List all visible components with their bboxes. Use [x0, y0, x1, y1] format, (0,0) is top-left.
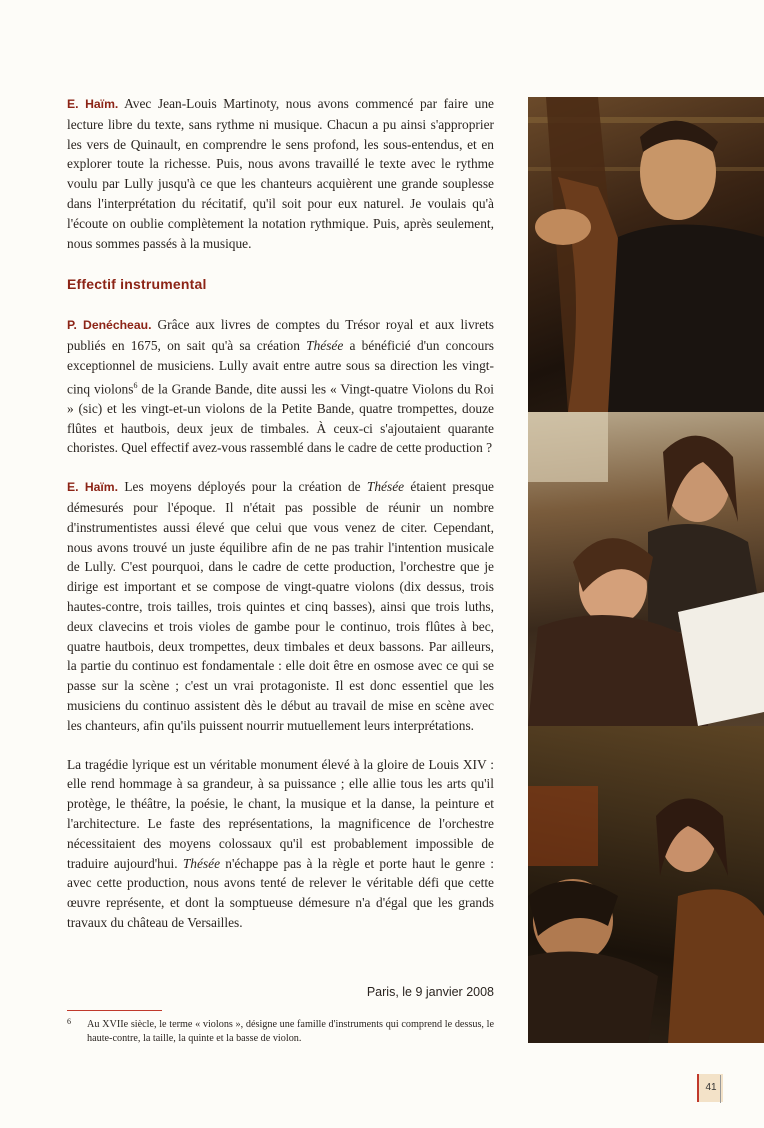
speaker-label: P. Denécheau. — [67, 318, 152, 333]
section-heading: Effectif instrumental — [67, 276, 207, 293]
paragraph-4 — [67, 755, 494, 933]
footnote-ref: 6 — [133, 380, 138, 390]
score-reading-illustration — [528, 412, 764, 726]
photo-column — [528, 97, 764, 1043]
photo-score-reading — [528, 412, 764, 726]
signature-line: Paris, le 9 janvier 2008 — [366, 985, 494, 999]
photo-singers-guitar — [528, 726, 764, 1043]
paragraph-text: de la Grande Bande, dite aussi les « Vingt-quatre Violons du Roi » (sic) et les vingt-et-un violons de la Petite Bande, quatre trompettes, douze flûtes et hautbois, deux jeux de timbales. À ceux-ci s'ajoutaient quarante choristes. Quel effectif avez-vous rassemblé dans le cadre de cette production ? — [67, 381, 494, 456]
paragraph-text: Les moyens déployés pour la création de — [124, 479, 361, 495]
work-title: Thésée — [182, 855, 221, 871]
page-edge-line — [720, 1075, 721, 1103]
paragraph-text: Grâce aux livres de comptes du Trésor royal et aux livrets publiés en 1675, on sait qu'à sa création — [67, 317, 494, 353]
footnote-text: Au XVIIe siècle, le terme « violons », désigne une famille d'instruments qui comprend le dessus, le haute-contre, la taille, la quinte et la basse de violon. — [87, 1019, 494, 1044]
lute-player-illustration — [528, 97, 764, 412]
paragraph-1 — [67, 94, 494, 253]
footnote-number: 6 — [67, 1017, 71, 1026]
paragraph-3 — [67, 477, 494, 735]
work-title: Thésée — [366, 479, 405, 495]
article-body — [67, 94, 494, 933]
paragraph-text: Avec Jean-Louis Martinoty, nous avons commencé par faire une lecture libre du texte, sans rythme ni musique. Chacun a pu ainsi s'approprier les vers de Quinault, en comprendre le sens profond, les sous-entendus, et en explorer toute la richesse. Puis, nous avons travaillé le texte avec le rythme voulu par Lully jusqu'à ce que les chanteurs acquièrent une grande souplesse dans l'interprétation du récitatif, qu'il soit pour eux naturel. Je voulais qu'à l'écoute on oublie complètement la notation rythmique. Puis, après seulement, nous sommes passés à la musique. — [67, 96, 495, 251]
speaker-label: E. Haïm. — [67, 480, 119, 495]
paragraph-text: étaient presque démesurés pour l'époque. Il n'était pas possible de réunir un nombre d'instrumentistes aussi élevé que celui que vous venez de citer. Cependant, nous avons trouvé un juste équilibre afin de ne pas trahir l'intention musicale de Lully. C'est pourquoi, dans le cadre de cette production, l'orchestre que je dirige est important et se compose de vingt-quatre violons (dix dessus, trois hautes-contre, trois tailles, trois quintes et cinq basses), ainsi que trois luths, deux clavecins et trois violes de gambe pour le continuo, trois flûtes à bec, quatre hautbois, deux trompettes, deux timbales et deux bassons. Par ailleurs, la partie du continuo est fondamentale : elle doit être en osmose avec ce qui se passe sur la scène ; c'est un vrai protagoniste. Il est donc essentiel que les musiciens du continuo assistent dès le début au travail de mise en scène avec les chanteurs, afin qu'ils puissent nourrir mutuellement leurs interprétations. — [67, 479, 494, 733]
paragraph-text: La tragédie lyrique est un véritable monument élevé à la gloire de Louis XIV : elle rend hommage à sa grandeur, à sa puissance ; elle allie tous les arts qu'il protège, le théâtre, la poésie, le chant, la musique et la danse, la peinture et l'architecture. Le faste des représentations, la magnificence de l'orchestre nécessitaient des moyens colossaux qu'il est probablement impossible de traduire aujourd'hui. — [67, 756, 494, 871]
paragraph-text: n'échappe pas à la règle et porte haut le genre : avec cette production, nous avons tenté de relever le véritable défi que cette œuvre représente, et dont la somptueuse démesure n'a d'égal que les grands travaux du château de Versailles. — [67, 855, 494, 930]
work-title: Thésée — [306, 337, 344, 353]
paragraph-text: a bénéficié d'un concours exceptionnel de musiciens. Lully avait entre autre sous sa direction les vingt-cinq violons — [67, 337, 494, 397]
singers-guitar-illustration — [528, 726, 764, 1043]
paragraph-2 — [67, 315, 494, 458]
footnote — [67, 1018, 494, 1046]
speaker-label: E. Haïm. — [67, 97, 119, 111]
page-number: 41 — [697, 1074, 723, 1102]
photo-lute-player — [528, 97, 764, 412]
footnote-divider — [67, 1010, 162, 1011]
